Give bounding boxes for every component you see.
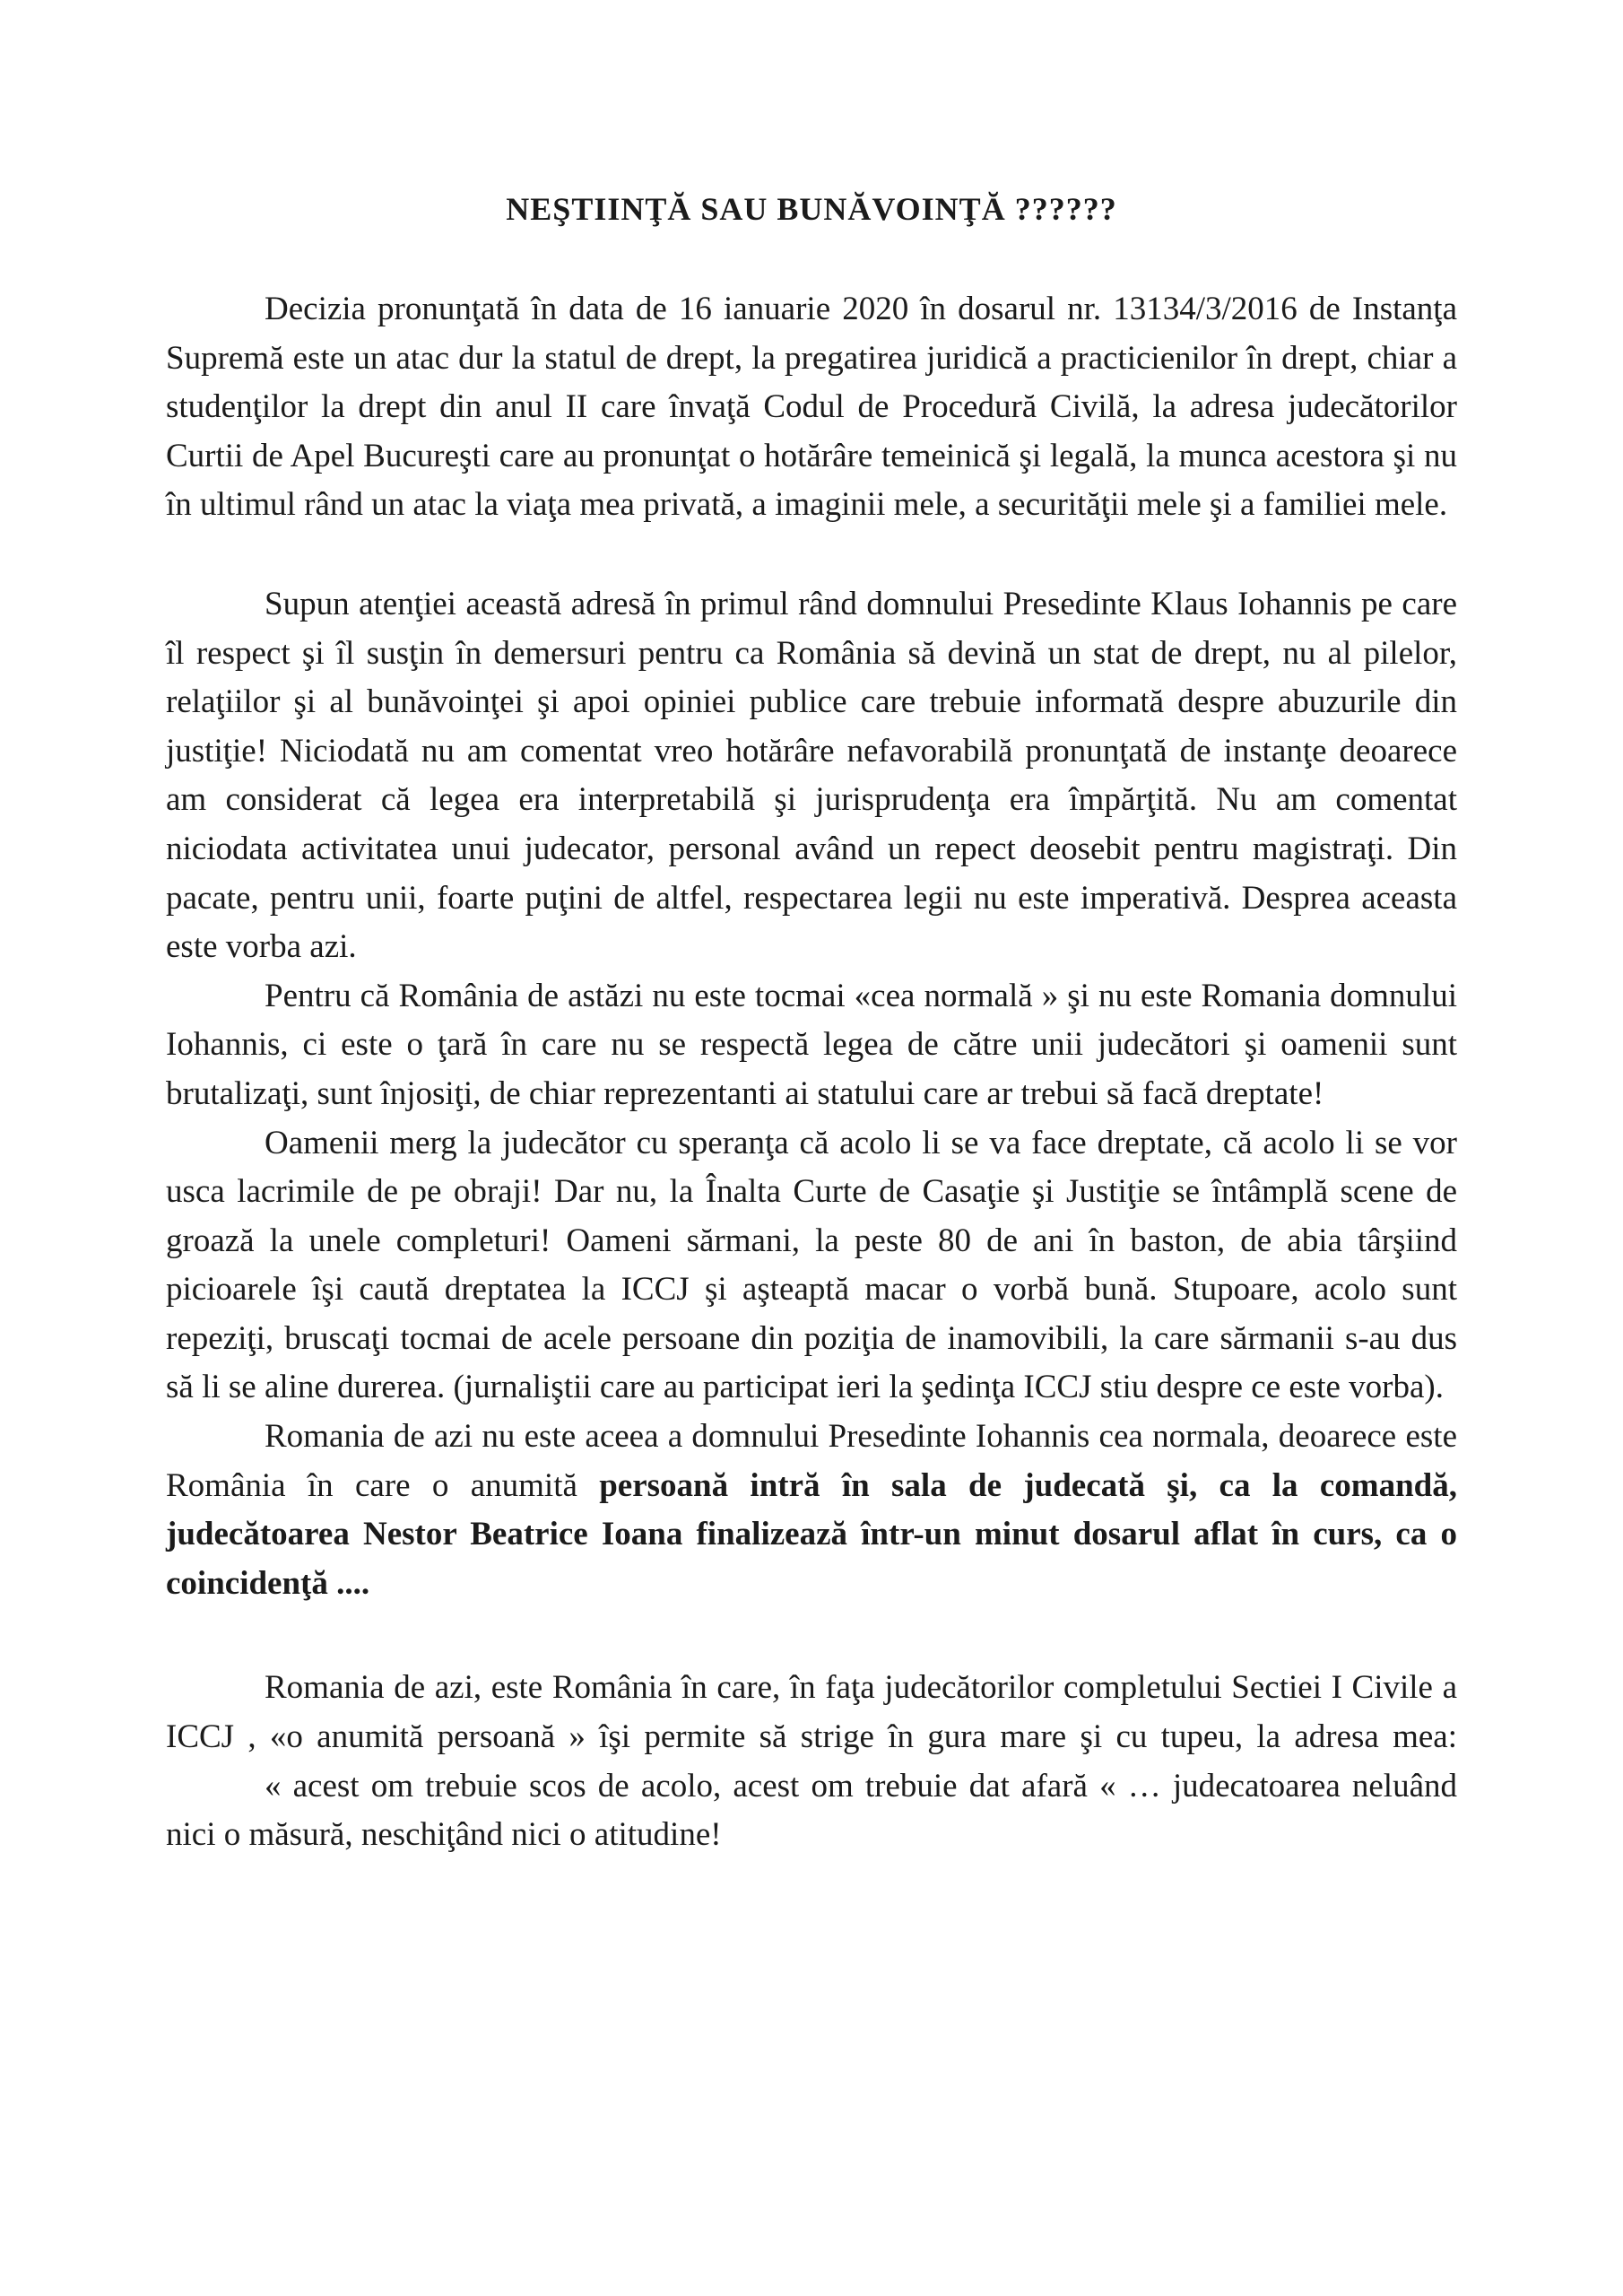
paragraph-courtroom-incident (166, 1413, 1457, 1608)
paragraph-romania-today: Pentru că România de astăzi nu este tocmai «cea normală » şi nu este Romania domnului Iohannis, ci este o ţară în care nu se respectă legea de către unii judecători şi oamenii sunt brutalizaţi, sunt înjosiţi, de chiar reprezentanti ai statului care ar trebui să facă dreptate! (166, 977, 1457, 1112)
paragraph-people-seek-justice: Oamenii merg la judecător cu speranţa că acolo li se va face dreptate, că acolo li se vor usca lacrimile de pe obraji! Dar nu, la Înalta Curte de Casaţie şi Justiţie se întâmplă scene de groază la unele completuri! Oameni sărmani, la peste 80 de ani în baston, de abia târşiind picioarele îşi caută dreptatea la ICCJ şi aşteaptă macar o vorbă bună. Stupoare, acolo sunt repeziţi, bruscaţi tocmai de acele persoane din poziţia de inamovibili, la care sărmanii s-au dus să li se aline durerea. (jurnaliştii care au participat ieri la şedinţa ICCJ stiu despre ce este vorba). (166, 1124, 1457, 1406)
paragraph-address-president: Supun atenţiei această adresă în primul rând domnului Presedinte Klaus Iohannis pe care îl respect şi îl susţin în demersuri pentru ca România să devină un stat de drept, nu al pilelor, relaţiilor şi al bunăvoinţei şi apoi opiniei publice care trebuie informată despre abuzurile din justiţie! Niciodată nu am comentat vreo hotărâre nefavorabilă pronunţată de instanţe deoarece am considerat că legea era interpretabilă şi jurisprudenţa era împărţită. Nu am comentat niciodata activitatea unui judecator, personal având un repect deosebit pentru magistraţi. Din pacate, pentru unii, foarte puţini de altfel, respectarea legii nu este imperativă. Desprea aceasta este vorba azi. (166, 585, 1457, 966)
paragraph-shouting-incident (166, 1664, 1457, 1859)
paragraph-courtroom-incident-text: Romania de azi nu este aceea a domnului Presedinte Iohannis cea normala, deoarece este România în care o anumită (166, 1418, 1457, 1504)
paragraph-courtroom-incident-bold: persoană intră în sala de judecată şi, ca la comandă, judecătoarea Nestor Beatrice Ioana finalizează într-un minut dosarul aflat în curs, ca o coincidenţă .... (166, 1466, 1457, 1602)
paragraph-shouting-incident-text: Romania de azi, este România în care, în faţa judecătorilor completului Sectiei I Civile a ICCJ , «o anumită persoană » îşi permite să strige în gura mare şi cu tupeu, la adresa mea: (166, 1669, 1457, 1756)
paragraph-decision: Decizia pronunţată în data de 16 ianuarie 2020 în dosarul nr. 13134/3/2016 de Instanţa Supremă este un atac dur la statul de drept, la pregatirea juridică a practicienilor în drept, chiar a studenţilor la drept din anul II care învaţă Codul de Procedură Civilă, la adresa judecătorilor Curtii de Apel Bucureşti care au pronunţat o hotărâre temeinică şi legală, la munca acestora şi nu în ultimul rând un atac la viaţa mea privată, a imaginii mele, a securităţii mele şi a familiei mele. (166, 291, 1457, 524)
paragraph-shouting-incident-quote: « acest om trebuie scos de acolo, acest om trebuie dat afară « … judecatoarea neluând nici o măsură, neschiţând nici o atitudine! (166, 1767, 1457, 1854)
document-title: NEŞTIINŢĂ SAU BUNĂVOINŢĂ ?????? (506, 191, 1117, 227)
